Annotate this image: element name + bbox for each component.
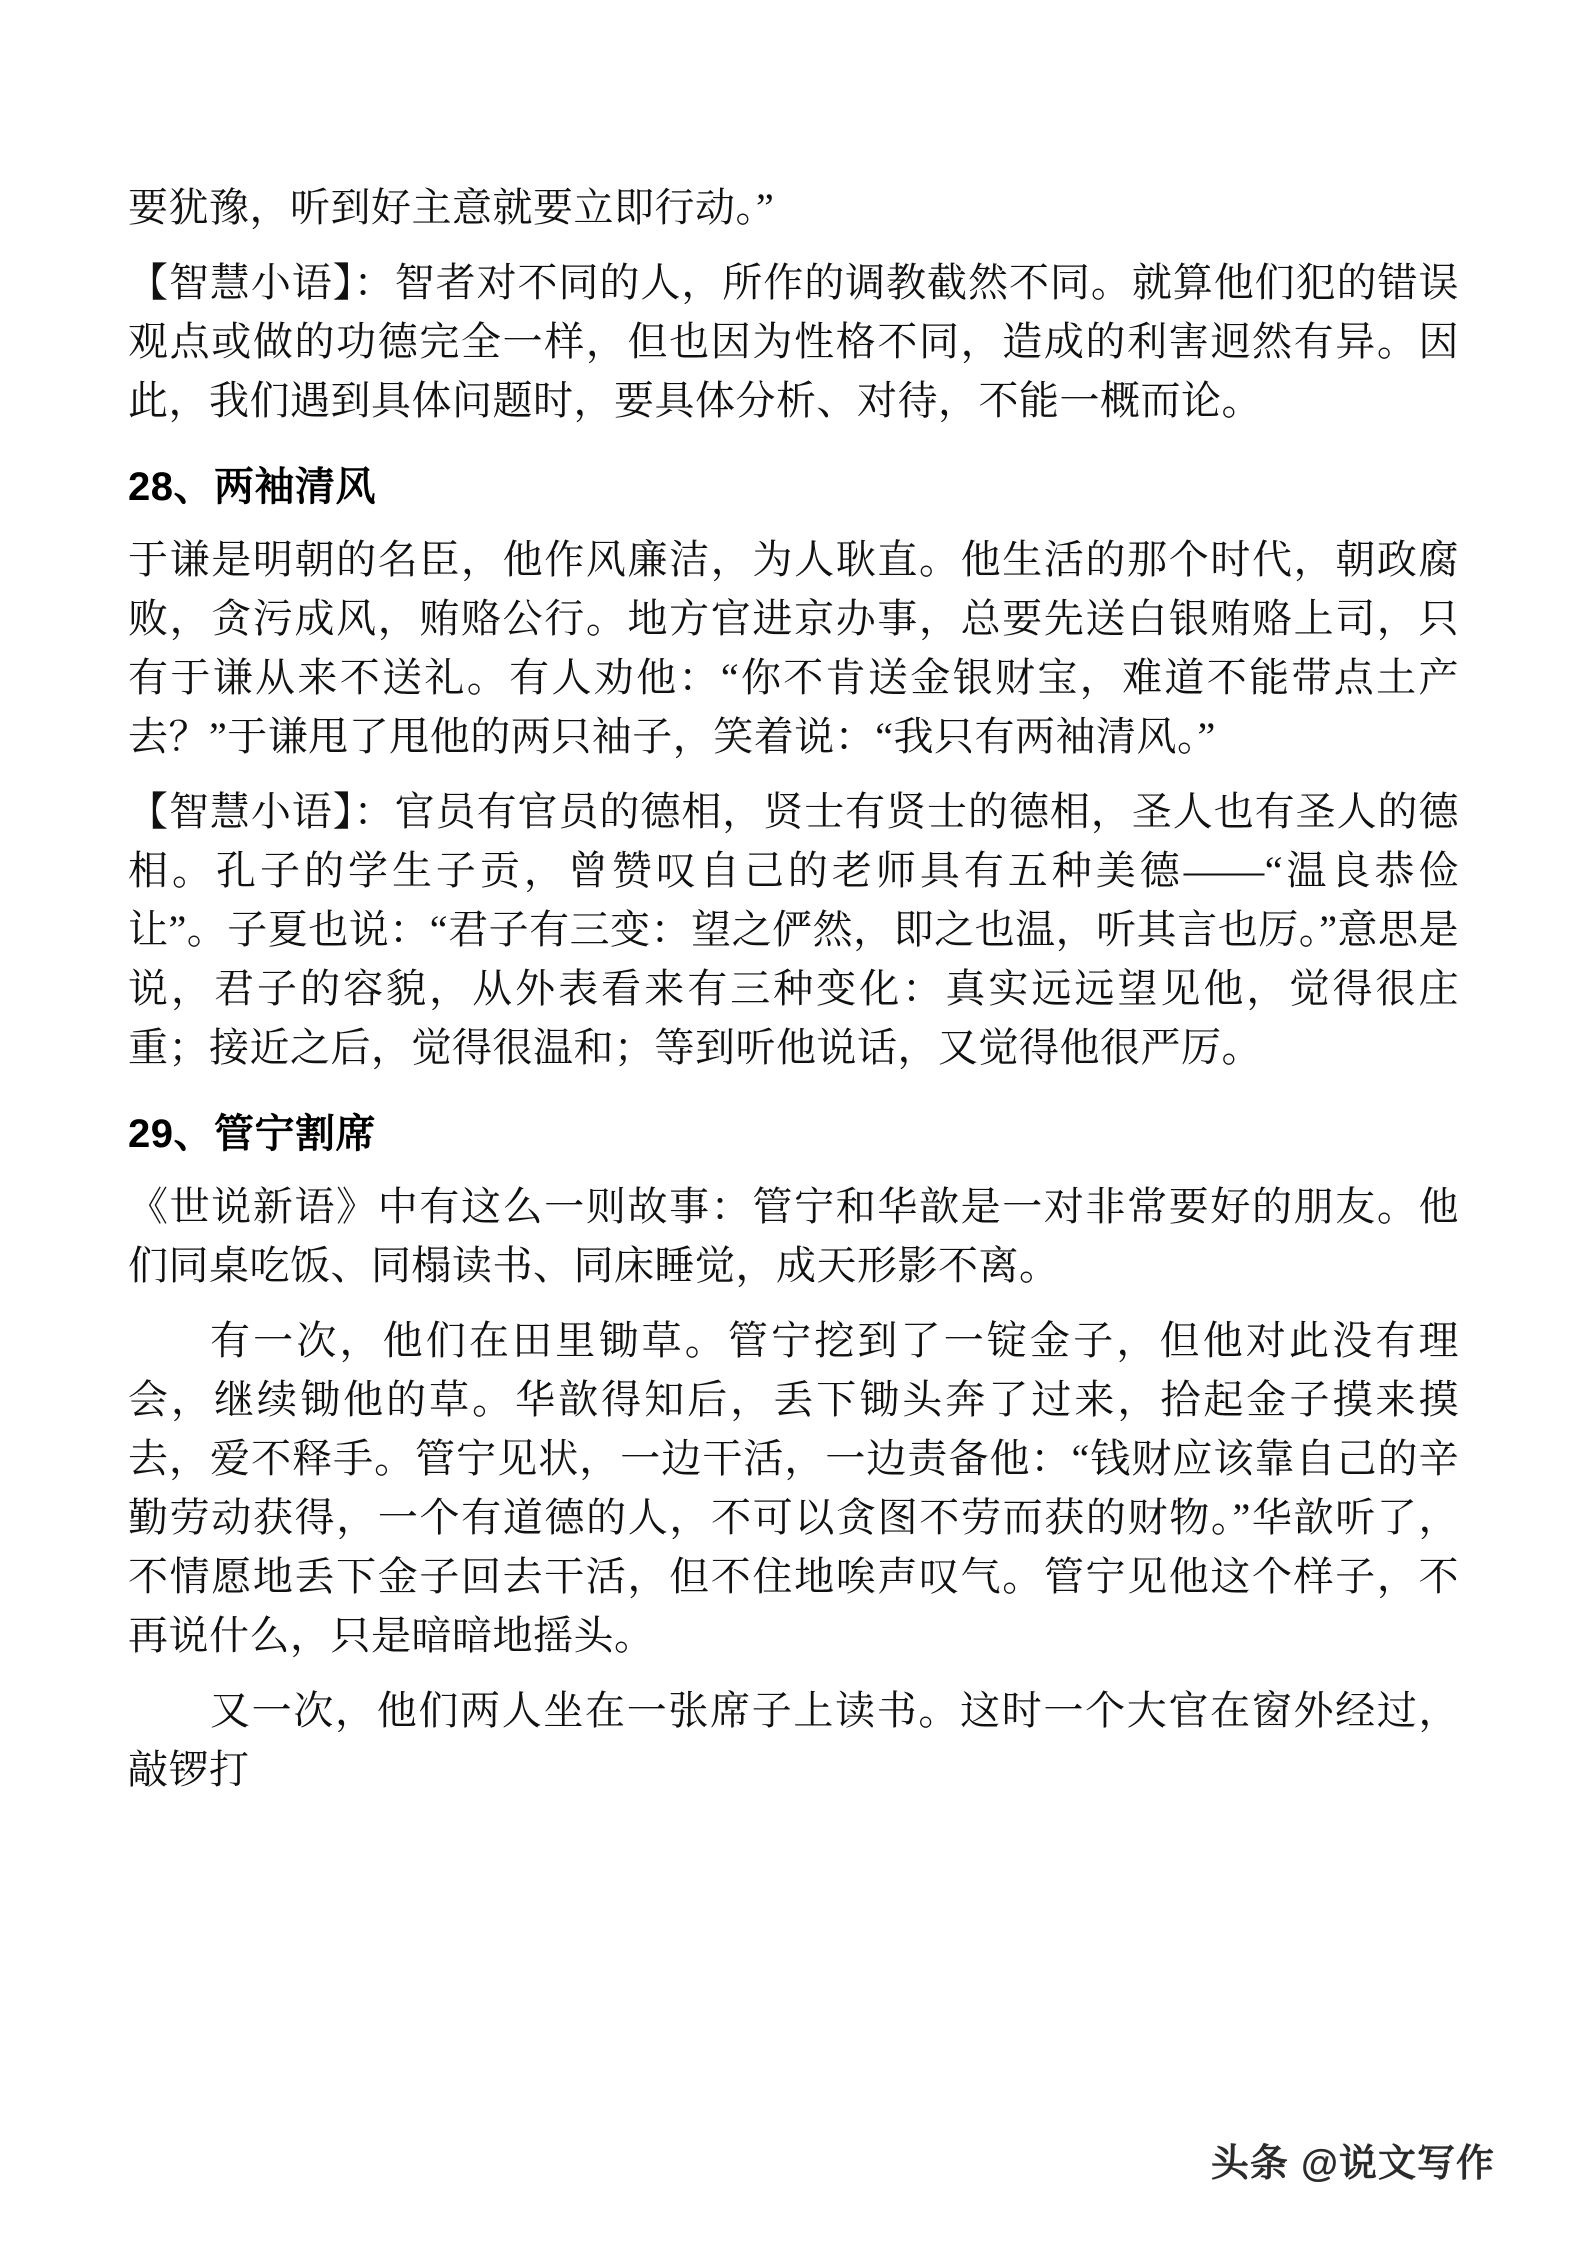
watermark-handle: @说文写作 <box>1300 2143 1495 2185</box>
paragraph-wisdom-note-27: 【智慧小语】：智者对不同的人，所作的调教截然不同。就算他们犯的错误观点或做的功德完全一样，但也因为性格不同，造成的利害迥然有异。因此，我们遇到具体问题时，要具体分析、对待，不能一概而论。 <box>128 260 1459 423</box>
heading-29 <box>128 1105 1459 1163</box>
spacer <box>128 237 1459 253</box>
paragraph-story-29-intro: 《世说新语》中有这么一则故事：管宁和华歆是一对非常要好的朋友。他们同桌吃饭、同榻读书、同床睡觉，成天形影不离。 <box>128 1184 1459 1288</box>
heading-29-number: 29、 <box>128 1112 214 1156</box>
document-body <box>128 178 1459 1799</box>
spacer <box>128 766 1459 782</box>
paragraph-story-29-gold: 有一次，他们在田里锄草。管宁挖到了一锭金子，但他对此没有理会，继续锄他的草。华歆得知后，丢下锄头奔了过来，拾起金子摸来摸去，爱不释手。管宁见状，一边干活，一边责备他：“钱财应该靠自己的辛勤劳动获得，一个有道德的人，不可以贪图不劳而获的财物。”华歆听了，不情愿地丢下金子回去干活，但不住地唉声叹气。管宁见他这个样子，不再说什么，只是暗暗地摇头。 <box>128 1318 1459 1658</box>
heading-28-number: 28、 <box>128 465 214 509</box>
spacer <box>128 1665 1459 1681</box>
paragraph-story-28: 于谦是明朝的名臣，他作风廉洁，为人耿直。他生活的那个时代，朝政腐败，贪污成风，贿赂公行。地方官进京办事，总要先送白银贿赂上司，只有于谦从来不送礼。有人劝他：“你不肯送金银财宝，难道不能带点土产去？”于谦甩了甩他的两只袖子，笑着说：“我只有两袖清风。” <box>128 537 1459 759</box>
watermark <box>1211 2132 1495 2187</box>
heading-28-title: 两袖清风 <box>214 464 376 509</box>
spacer <box>128 1295 1459 1311</box>
paragraph-story-29-mat: 又一次，他们两人坐在一张席子上读书。这时一个大官在窗外经过，敲锣打 <box>128 1688 1459 1792</box>
heading-29-title: 管宁割席 <box>214 1111 376 1156</box>
watermark-brand: 头条 <box>1210 2143 1289 2185</box>
heading-28 <box>128 458 1459 516</box>
paragraph-wisdom-note-28: 【智慧小语】：官员有官员的德相，贤士有贤士的德相，圣人也有圣人的德相。孔子的学生子贡，曾赞叹自己的老师具有五种美德——“温良恭俭让”。子夏也说：“君子有三变：望之俨然，即之也温，听其言也厉。”意思是说，君子的容貌，从外表看来有三种变化：真实远远望见他，觉得很庄重；接近之后，觉得很温和；等到听他说话，又觉得他很严厉。 <box>128 789 1459 1070</box>
paragraph-continuation-quote: 要犹豫，听到好主意就要立即行动。” <box>128 185 775 230</box>
